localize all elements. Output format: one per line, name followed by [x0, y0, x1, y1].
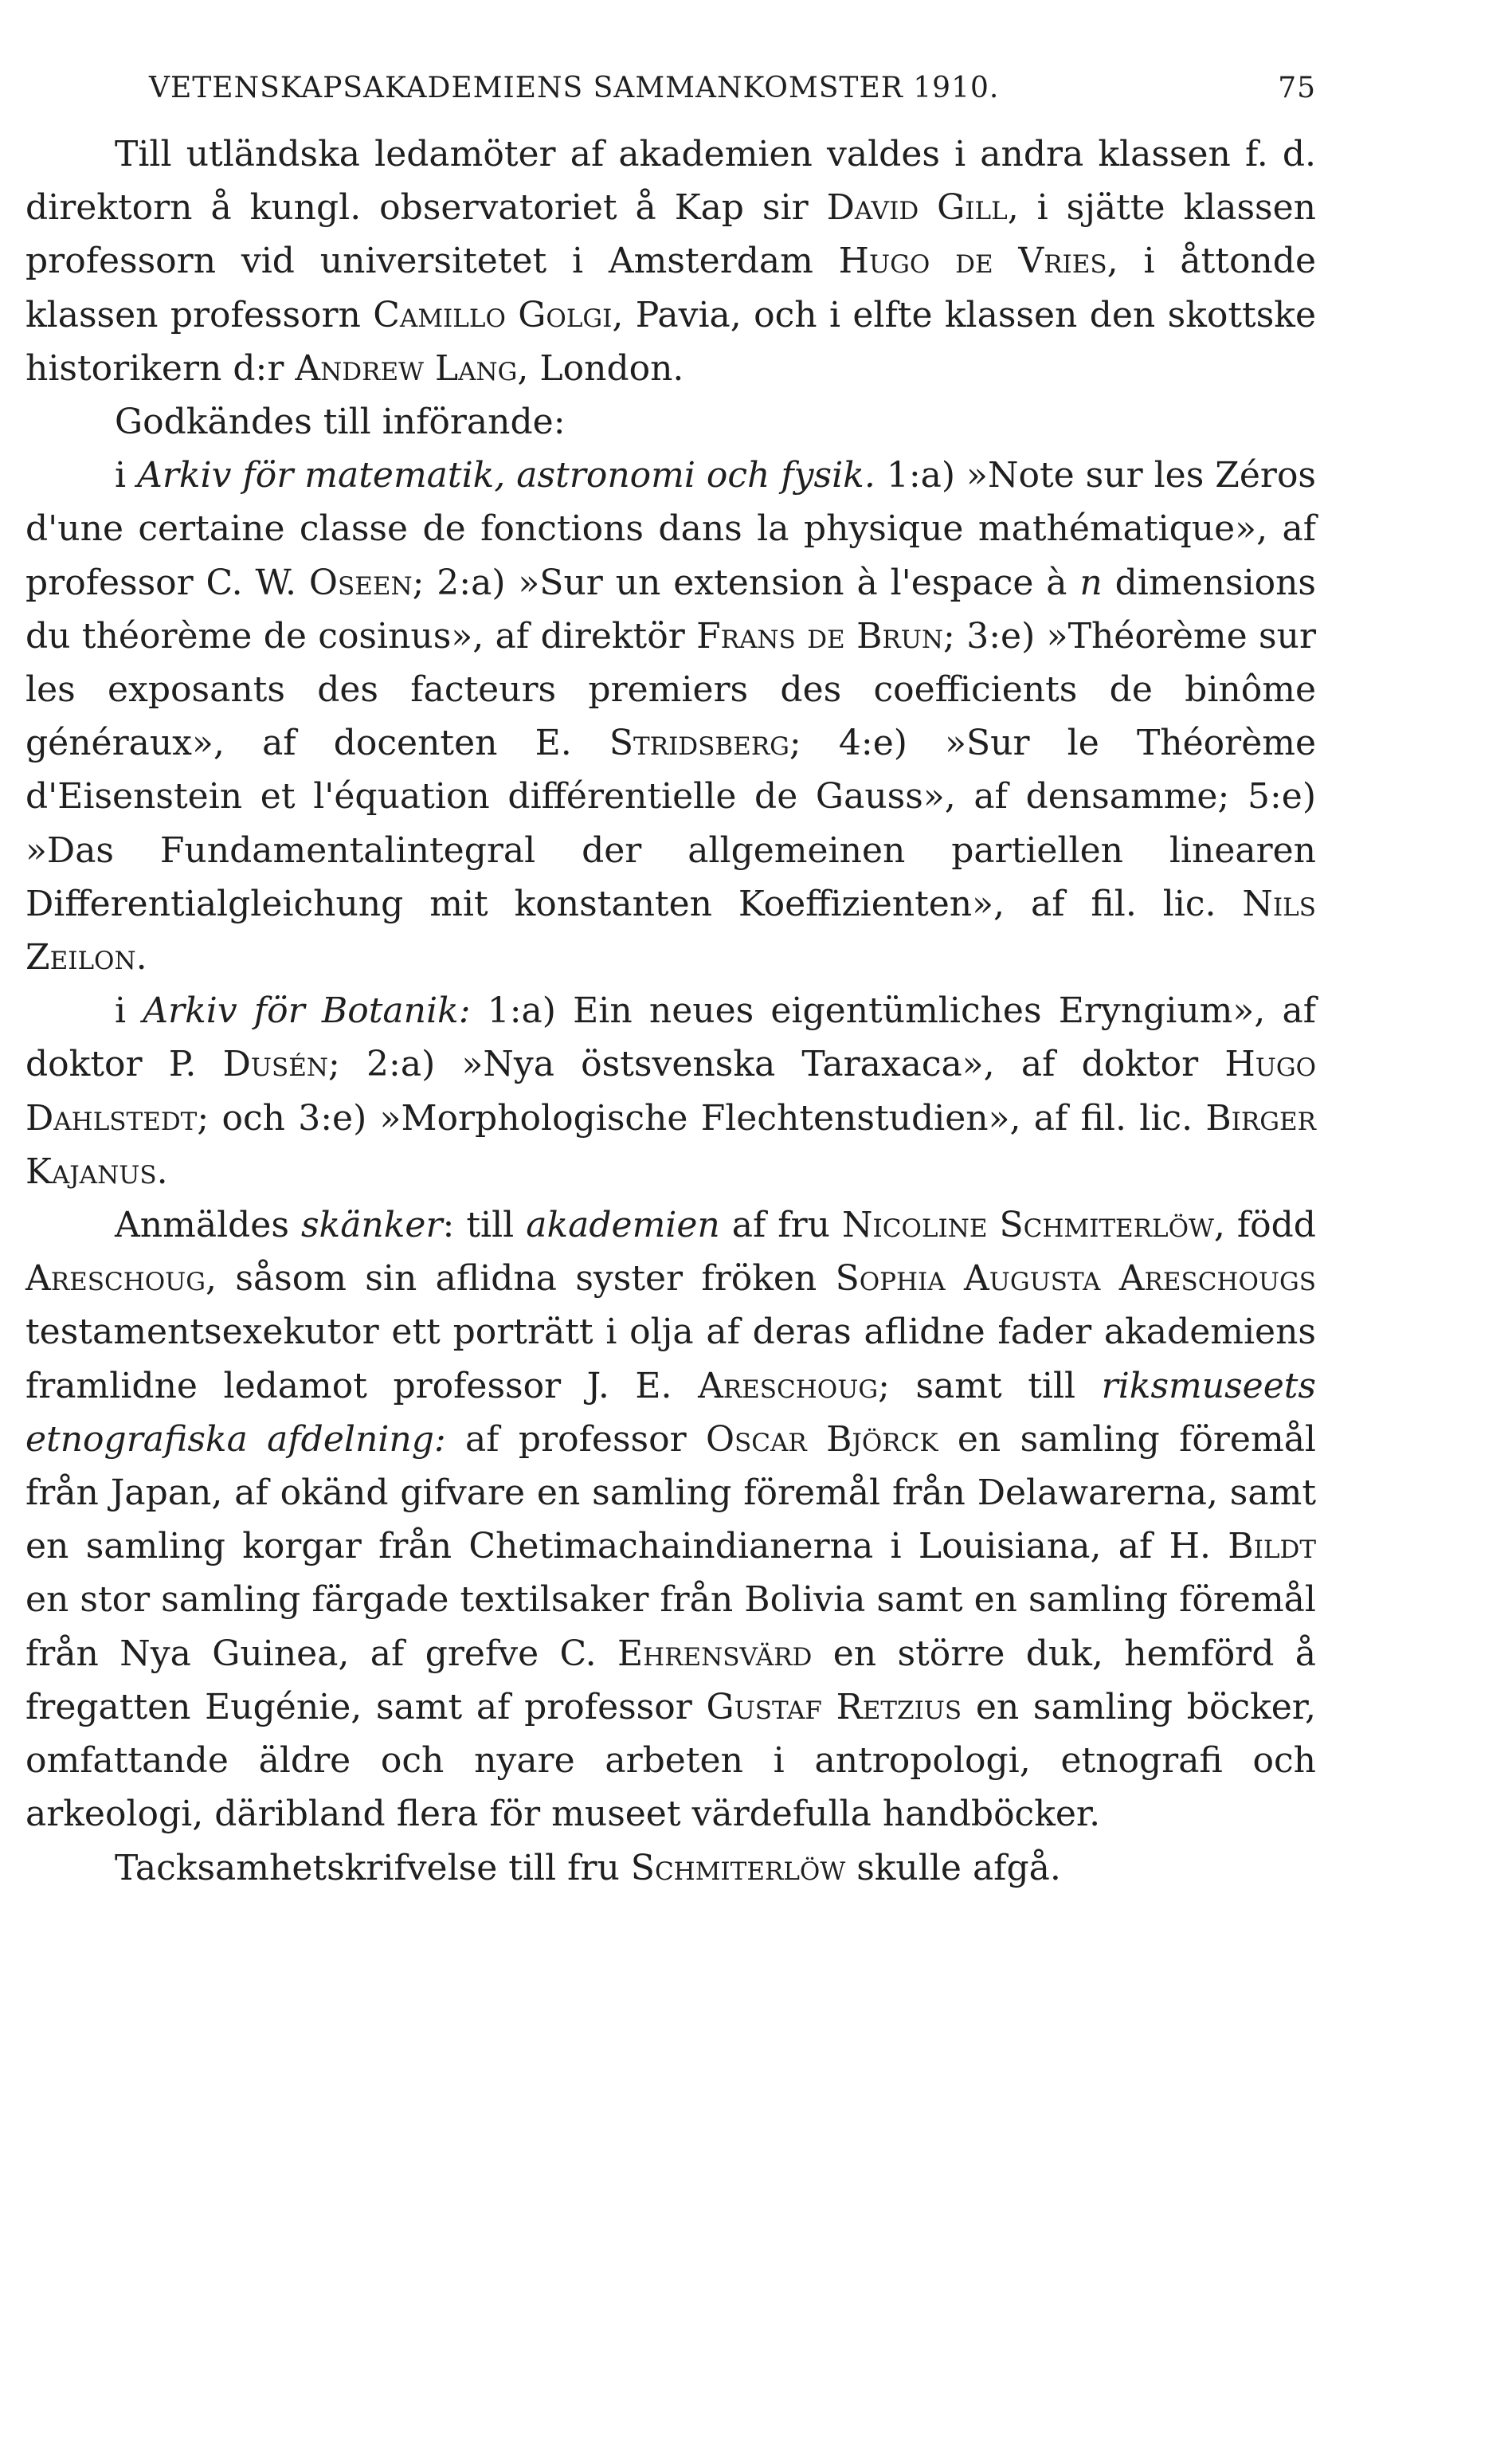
emphasis: skänker [300, 1205, 443, 1246]
page [25, 56, 1316, 1895]
text: en samling föremål från Japan, af okänd gifvare en samling föremål från Delawarerna, samt en samling korgar från Chetimachaindianerna i Louisiana, af H. [25, 1418, 1316, 1567]
text: ; 3:e) »Théorème sur les exposants des facteurs premiers des coefficients de binôme généraux», af docenten E. [25, 615, 1316, 764]
person-name: Hugo de Vries [838, 241, 1107, 282]
text: , i åttonde klassen professorn [25, 241, 1316, 335]
person-name: Areschoug [698, 1365, 879, 1406]
text: ; 2:a) »Nya östsvenska Taraxaca», af doktor [328, 1044, 1225, 1085]
person-name: Ehrensvärd [617, 1633, 813, 1674]
person-name: Nils Zeilon [25, 883, 1316, 978]
text: ; och 3:e) »Morphologische Flechtenstudien», af fil. lic. [197, 1097, 1206, 1139]
emphasis: riksmuseets etnografiska afdelning: [25, 1365, 1316, 1460]
person-name: Dusén [222, 1044, 329, 1085]
paragraph-thanks [25, 1841, 1316, 1895]
paragraph-donations [25, 1198, 1316, 1841]
person-name: Areschoug [25, 1258, 206, 1300]
person-name: Birger Kajanus [25, 1097, 1316, 1192]
text: af fru [719, 1205, 842, 1246]
text: 1:a) »Note sur les Zéros d'une certaine classe de fonctions dans la physique mathématique», af professor C. W. [25, 455, 1317, 603]
person-name: Andrew Lang [295, 347, 518, 389]
text: af professor [445, 1418, 706, 1460]
text: ; 4:e) »Sur le Théorème d'Eisenstein et l'équation différentielle de Gauss», af densamme; 5:e) »Das Fundamentalintegral der allgemeinen partiellen linearen Differentialgleichung mit konstanten Koeffizienten», af fil. lic. [25, 723, 1316, 924]
text: Till utländska ledamöter af akademien valdes i andra klassen f. d. direktorn å kungl. observatoriet å Kap sir [25, 134, 1316, 229]
person-name: David Gill [826, 187, 1008, 229]
text: , London. [517, 347, 684, 389]
text: . [156, 1151, 168, 1192]
person-name: Hugo Dahlstedt [25, 1044, 1317, 1139]
person-name: Nicoline Schmiterlöw [841, 1205, 1214, 1246]
person-name: Stridsberg [609, 723, 789, 764]
person-name: Schmiterlöw [630, 1847, 846, 1888]
math-variable: n [1079, 562, 1103, 603]
person-name: Sophia Augusta Areschougs [835, 1258, 1316, 1300]
page-number: 75 [1278, 72, 1316, 104]
journal-title: Arkiv för matematik, astronomi och fysik. [137, 455, 875, 496]
text: dimensions du théorème de cosinus», af direktör [25, 562, 1317, 657]
person-name: Oseen [308, 562, 413, 603]
person-name: Oscar Björck [705, 1418, 938, 1460]
header-title: VETENSKAPSAKADEMIENS SAMMANKOMSTER 1910. [149, 72, 1000, 104]
paragraph-approved [25, 395, 1316, 449]
text: , född [1213, 1205, 1316, 1246]
emphasis: akademien [526, 1205, 720, 1246]
text: 1:a) Ein neues eigentümliches Eryngium», af doktor P. [25, 990, 1317, 1085]
text: i [115, 990, 143, 1032]
text: , Pavia, och i elfte klassen den skottske historikern d:r [25, 294, 1317, 389]
text: skulle afgå. [845, 1847, 1061, 1888]
text: testamentsexekutor ett porträtt i olja af deras aflidne fader akademiens framlidne ledamot professor J. E. [25, 1312, 1316, 1406]
person-name: Camillo Golgi [373, 294, 613, 335]
paragraph-foreign-members [25, 127, 1316, 395]
person-name: Gustaf Retzius [706, 1686, 962, 1727]
person-name: Frans de Brun [696, 615, 944, 657]
text: , såsom sin aflidna syster fröken [206, 1258, 836, 1300]
text: Anmäldes [115, 1205, 301, 1246]
text: ; samt till [878, 1365, 1102, 1406]
paragraph-arkiv-matematik [25, 449, 1316, 984]
text-body [25, 127, 1316, 1895]
text: : till [442, 1205, 527, 1246]
text: Tacksamhetskrifvelse till fru [115, 1847, 631, 1888]
text: en stor samling färgade textilsaker från Bolivia samt en samling föremål från Nya Guinea, af grefve C. [25, 1579, 1316, 1674]
text: en samling böcker, omfattande äldre och nyare arbeten i antropologi, etnografi och arkeologi, däribland flera för museet värdefulla handböcker. [25, 1686, 1316, 1835]
paragraph-arkiv-botanik [25, 984, 1316, 1198]
text: en större duk, hemförd å fregatten Eugénie, samt af professor [25, 1633, 1317, 1727]
person-name: Bildt [1228, 1526, 1316, 1567]
running-header [25, 56, 1316, 120]
text: , i sjätte klassen professorn vid universitetet i Amsterdam [25, 187, 1316, 282]
journal-title: Arkiv för Botanik: [143, 990, 471, 1032]
text: i [115, 455, 138, 496]
text: . [135, 937, 147, 978]
text: ; 2:a) »Sur un extension à l'espace à [412, 562, 1080, 603]
text: Godkändes till införande: [115, 402, 566, 443]
